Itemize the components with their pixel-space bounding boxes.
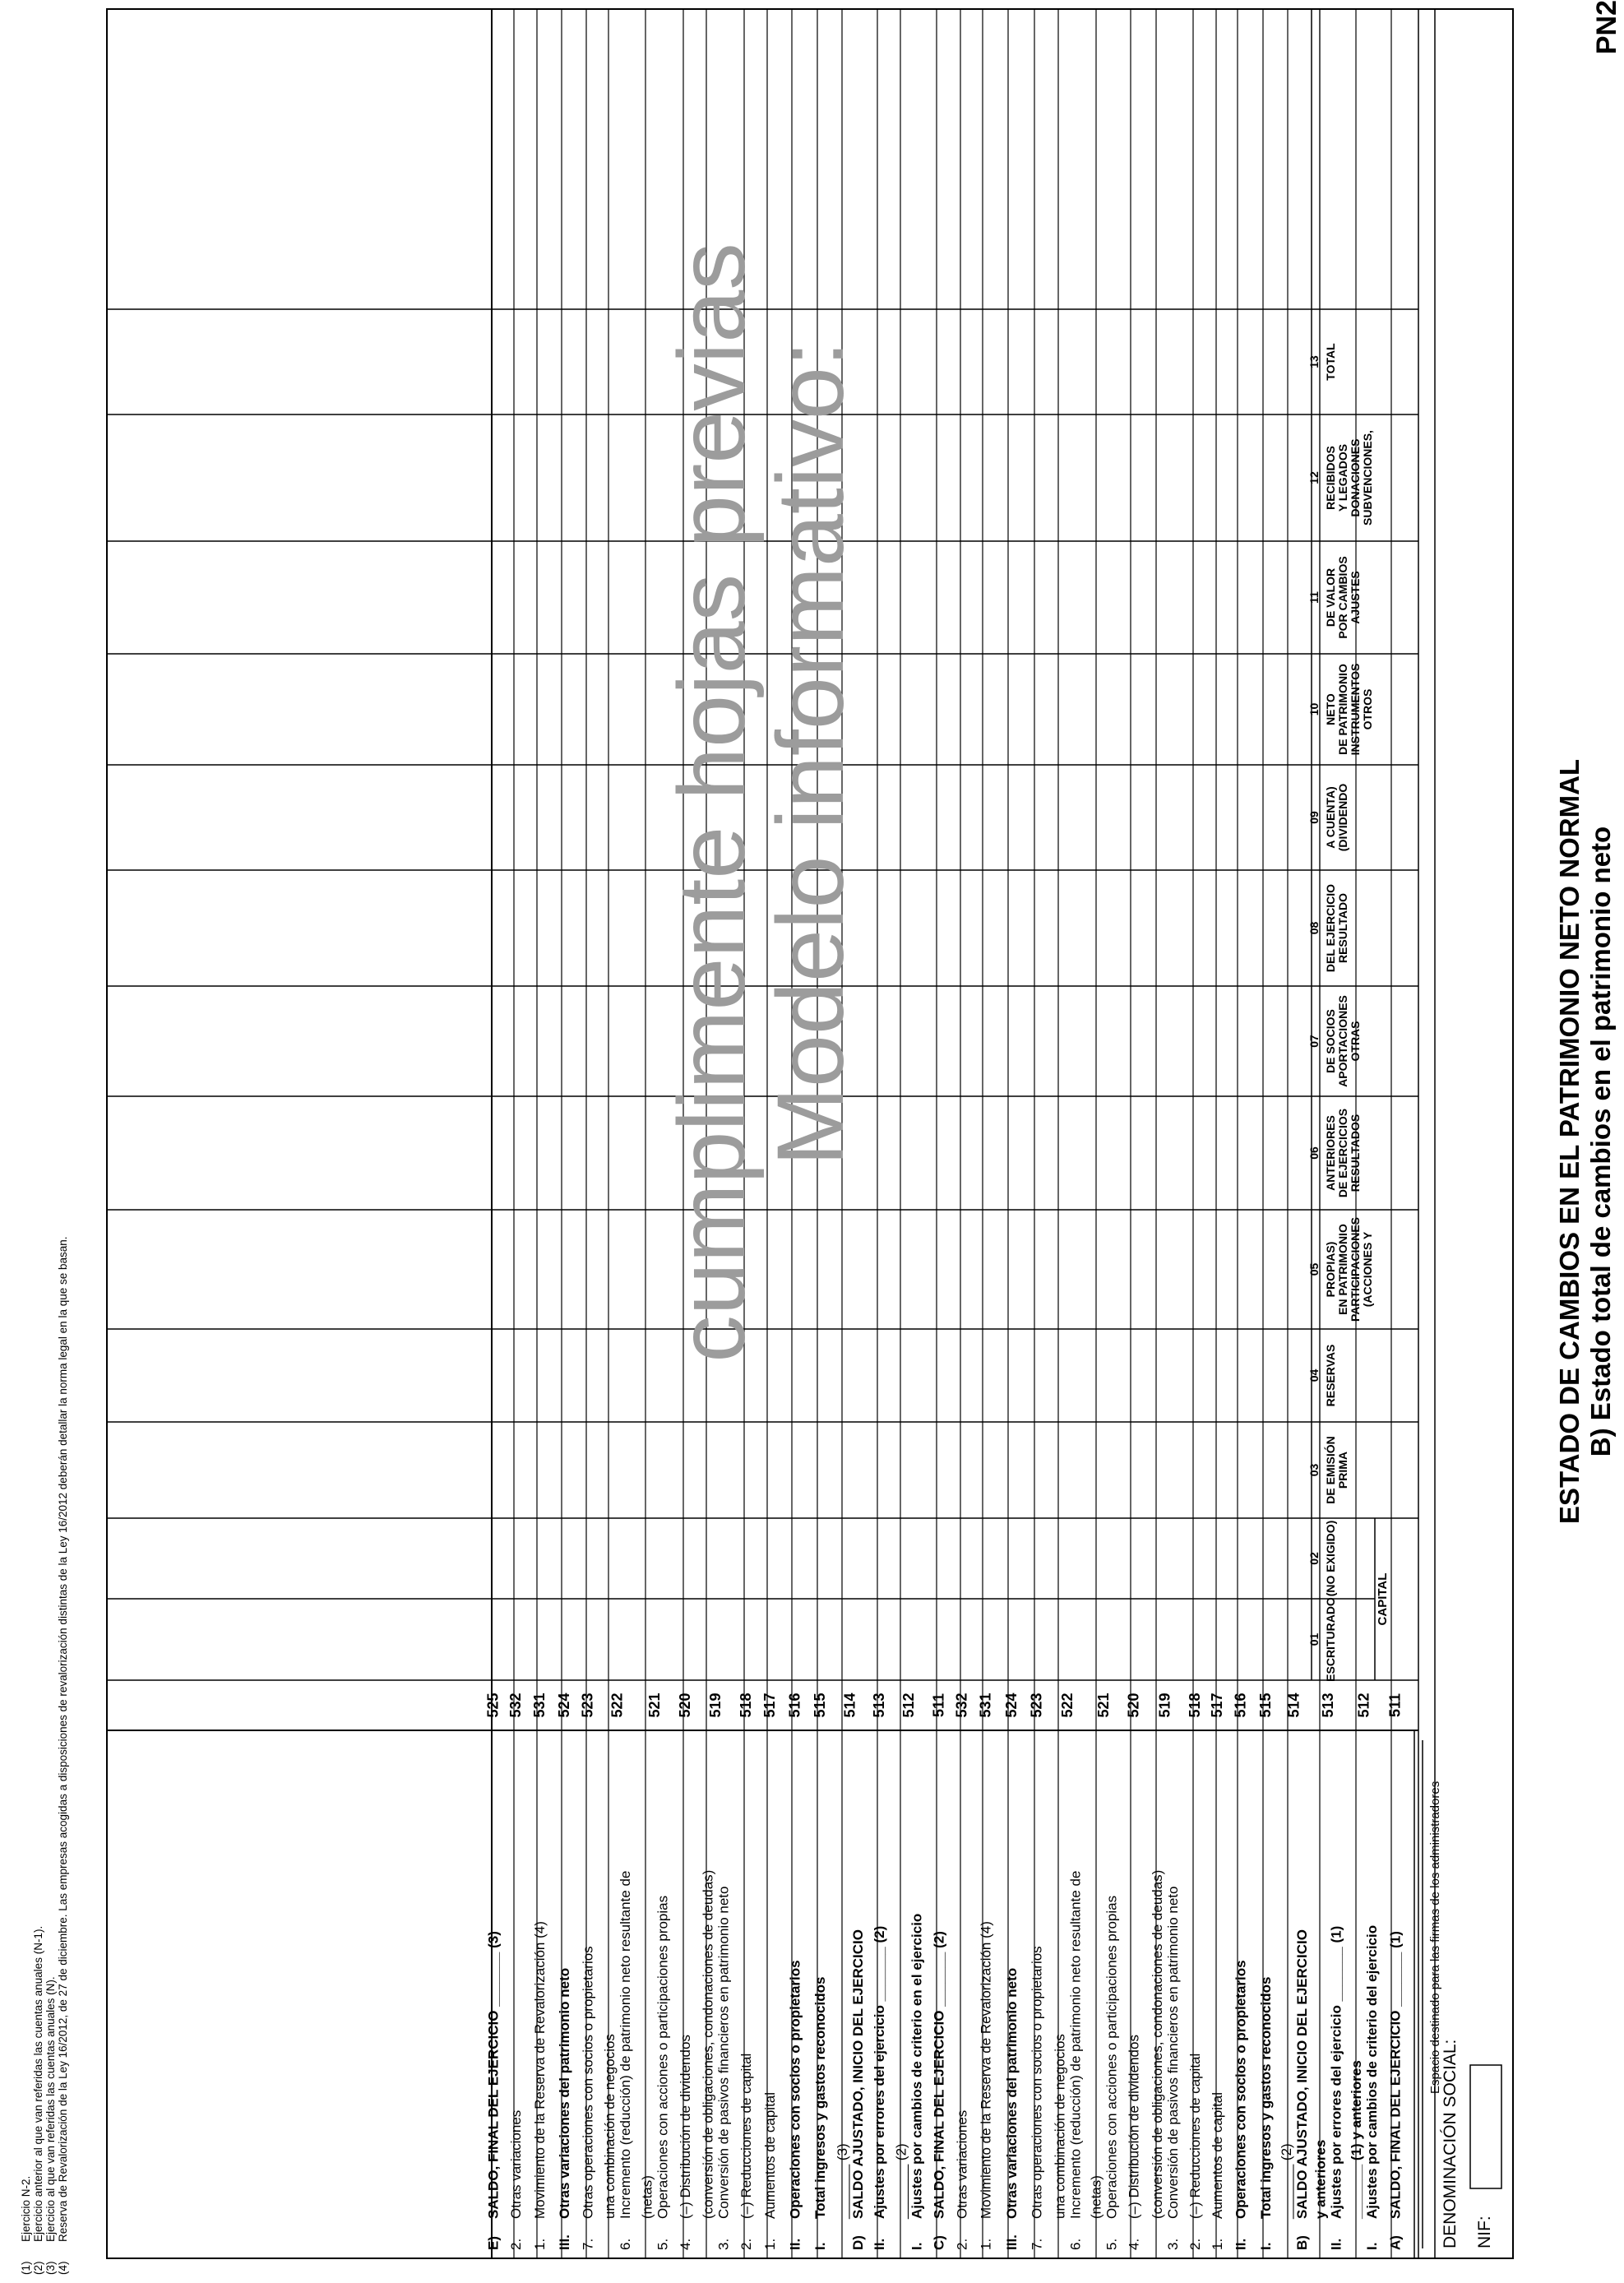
footnote	[57, 54, 69, 2275]
row-prefix: 4.	[1126, 2238, 1142, 2250]
row-label: Operaciones con socios o propietarios	[787, 1960, 803, 2219]
column-number: 07	[1307, 1035, 1321, 1048]
column-number: 04	[1307, 1368, 1321, 1382]
column-header-label: OTROS	[1361, 688, 1374, 730]
row-code: 516	[1232, 1693, 1249, 1718]
column-header-label: RESERVAS	[1324, 1344, 1337, 1407]
column-header-label: DE SOCIOS	[1324, 1009, 1337, 1073]
row-prefix: 3.	[715, 2238, 732, 2250]
footnote-number: (1)	[20, 2261, 32, 2275]
row-prefix: 6.	[1067, 2238, 1084, 2250]
row-label: una combinación de negocios	[602, 2034, 618, 2219]
row-code: 518	[1187, 1693, 1203, 1718]
row-prefix: 4.	[678, 2238, 693, 2250]
row-code: 522	[1059, 1693, 1076, 1718]
row-label: Incremento (reducción) de patrimonio neto resultante de	[1067, 1870, 1084, 2219]
row-label: una combinación de negocios	[1052, 2034, 1068, 2219]
row-label: Conversión de pasivos financieros en patrimonio neto	[1165, 1886, 1181, 2219]
column-header-label: (NO EXIGIDO)	[1324, 1520, 1337, 1597]
row-prefix: 6.	[618, 2238, 633, 2250]
column-header-label: PROPIAS)	[1324, 1241, 1337, 1298]
column-number: 09	[1307, 811, 1321, 824]
row-code: 512	[900, 1693, 917, 1718]
row-prefix: 5.	[655, 2238, 671, 2250]
row-label: Incremento (reducción) de patrimonio neto resultante de	[618, 1870, 633, 2219]
row-label: _______ (2)	[893, 2143, 909, 2219]
row-label: Otras variaciones	[508, 2109, 524, 2219]
row-code: 531	[531, 1693, 548, 1718]
row-prefix: 3.	[1165, 2238, 1181, 2250]
row-prefix: 1.	[1210, 2238, 1225, 2250]
row-prefix: III.	[557, 2234, 572, 2250]
nif-field[interactable]	[1470, 2065, 1501, 2188]
row-code: 525	[484, 1693, 502, 1718]
row-label: (–) Distribución de dividendos	[1126, 2035, 1142, 2219]
row-prefix: A)	[1387, 2235, 1404, 2250]
row-prefix: I.	[909, 2242, 925, 2250]
capital-group-label: CAPITAL	[1376, 1572, 1390, 1626]
column-header-label: DE EJERCICIOS	[1336, 1108, 1349, 1198]
row-label: SALDO AJUSTADO, INICIO DEL EJERCICIO	[850, 1929, 866, 2219]
row-label: (conversión de obligaciones, condonaciones de deudas)	[700, 1869, 716, 2219]
row-label: Otras variaciones del patrimonio neto	[557, 1967, 572, 2219]
row-code: 521	[646, 1693, 663, 1718]
row-code: 514	[841, 1693, 858, 1718]
row-prefix: I.	[812, 2242, 828, 2250]
column-header-label: DE EMISIÓN	[1324, 1436, 1337, 1504]
row-code: 524	[556, 1693, 572, 1718]
row-code: 531	[977, 1693, 994, 1718]
row-label: _______ (3)	[835, 2143, 850, 2219]
row-code: 511	[1386, 1693, 1404, 1718]
row-prefix: 2.	[1187, 2238, 1203, 2250]
row-label: Otras operaciones con socios o propietarios	[1029, 1946, 1045, 2219]
row-prefix: I.	[1258, 2242, 1274, 2250]
row-prefix: 1.	[532, 2238, 548, 2250]
column-header-label: OTRAS	[1349, 1021, 1362, 1062]
column-header-label: RESULTADOS	[1349, 1114, 1362, 1192]
row-code: 515	[1257, 1693, 1274, 1718]
column-header-label: RECIBIDOS	[1324, 446, 1337, 510]
row-label: Operaciones con socios o propietarios	[1233, 1960, 1249, 2219]
column-header-label: ANTERIORES	[1324, 1115, 1337, 1191]
footnote-text: Ejercicio al que van referidas las cuentas anuales (N).	[44, 1976, 57, 2242]
row-label: Otras variaciones del patrimonio neto	[1004, 1967, 1020, 2219]
column-header-label: A CUENTA)	[1324, 786, 1337, 849]
row-label: Conversión de pasivos financieros en patrimonio neto	[715, 1886, 732, 2219]
footnote	[44, 54, 57, 2275]
row-code: 532	[507, 1693, 524, 1718]
column-header-label: PARTICIPACIONES	[1349, 1216, 1362, 1322]
row-label: SALDO AJUSTADO, INICIO DEL EJERCICIO	[1294, 1929, 1310, 2219]
row-code: 522	[608, 1693, 626, 1718]
form-title: ESTADO DE CAMBIOS EN EL PATRIMONIO NETO NORMAL	[1554, 758, 1585, 1525]
row-code: 532	[953, 1693, 970, 1718]
row-label: SALDO, FINAL DEL EJERCICIO _______ (1)	[1387, 1931, 1404, 2219]
row-code: 517	[761, 1693, 778, 1718]
row-label: Ajustes por cambios de criterio en el ejercicio	[909, 1913, 925, 2219]
row-prefix: 5.	[1103, 2238, 1120, 2250]
table-frame	[107, 9, 1513, 2258]
column-number: 01	[1307, 1632, 1321, 1646]
footnote-text: Ejercicio anterior al que van referidas las cuentas anuales (N-1).	[32, 1925, 44, 2242]
row-prefix: I.	[1364, 2242, 1380, 2250]
row-code: 512	[1355, 1693, 1372, 1718]
row-label: Aumentos de capital	[1210, 2091, 1225, 2219]
form-subtitle: B) Estado total de cambios en el patrimonio neto	[1585, 826, 1616, 1457]
footnote-number: (4)	[57, 2261, 69, 2275]
row-label: _______ (1) y anteriores	[1349, 2060, 1364, 2219]
column-header-label: RESULTADO	[1336, 892, 1349, 964]
row-label: Total ingresos y gastos reconocidos	[812, 1976, 828, 2219]
row-code: 513	[1320, 1693, 1336, 1718]
column-header-label: DONACIONES	[1349, 438, 1362, 517]
row-label: Movimiento de la Reserva de Revalorización (4)	[532, 1921, 548, 2219]
footnotes	[20, 54, 69, 2275]
row-prefix: 2.	[738, 2238, 754, 2250]
row-code: 523	[1028, 1693, 1045, 1718]
row-code: 520	[1125, 1693, 1142, 1718]
column-number: 06	[1307, 1146, 1321, 1160]
row-prefix: E)	[485, 2236, 502, 2250]
column-number: 10	[1307, 702, 1321, 716]
column-header-label: PRIMA	[1336, 1451, 1349, 1489]
row-code: 518	[738, 1693, 754, 1718]
column-header-label: ESCRITURADO	[1324, 1597, 1337, 1682]
row-label: SALDO, FINAL DEL EJERCICIO _______ (2)	[931, 1931, 947, 2219]
column-header-label: TOTAL	[1324, 343, 1337, 381]
footnote-number: (2)	[32, 2261, 44, 2275]
row-label: (netas)	[1088, 2175, 1104, 2219]
row-label: Ajustes por errores del ejercicio _______ (1)	[1328, 1925, 1344, 2219]
firmas-label: Espacio destinado para las firmas de los administradores	[1428, 1781, 1442, 2094]
row-code: 524	[1003, 1693, 1020, 1718]
column-header-label: Y LEGADOS	[1336, 443, 1349, 512]
column-header-label: AJUSTES	[1349, 571, 1362, 624]
column-number: 12	[1307, 471, 1321, 484]
row-label: (–) Reducciones de capital	[1187, 2053, 1203, 2219]
row-code: 517	[1209, 1693, 1225, 1718]
footnote-number: (3)	[44, 2261, 57, 2275]
column-number: 08	[1307, 921, 1321, 935]
watermark-line-2: cumplimente hojas previas	[659, 243, 765, 1363]
row-prefix: III.	[1004, 2234, 1020, 2250]
column-header-label: APORTACIONES	[1336, 995, 1349, 1087]
row-label: Ajustes por cambios de criterio del ejercicio	[1364, 1924, 1380, 2219]
row-prefix: 7.	[1029, 2238, 1045, 2250]
row-label: Movimiento de la Reserva de Revalorización (4)	[978, 1921, 994, 2219]
column-number: 02	[1307, 1552, 1321, 1565]
footnote	[32, 54, 44, 2275]
column-header-label: (ACCIONES Y	[1361, 1231, 1374, 1308]
column-number: 03	[1307, 1463, 1321, 1477]
row-prefix: II.	[1328, 2238, 1344, 2250]
footnote-text: Ejercicio N-2.	[20, 2175, 32, 2242]
footnote	[20, 54, 32, 2275]
column-header-label: DE PATRIMONIO	[1336, 664, 1349, 755]
column-number: 13	[1307, 355, 1321, 368]
row-label: Ajustes por errores del ejercicio _______ (2)	[872, 1925, 887, 2219]
column-number: 05	[1307, 1262, 1321, 1276]
column-header-label: POR CAMBIOS	[1336, 556, 1349, 639]
row-label: y anteriores	[1312, 2139, 1329, 2219]
form-code: PN2	[1591, 0, 1622, 55]
row-label: Operaciones con acciones o participaciones propias	[655, 1895, 671, 2219]
row-label: (–) Reducciones de capital	[738, 2053, 754, 2219]
row-prefix: II.	[1233, 2238, 1249, 2250]
row-prefix: II.	[787, 2238, 803, 2250]
row-label: Operaciones con acciones o participaciones propias	[1103, 1895, 1120, 2219]
row-label: (netas)	[639, 2175, 655, 2219]
row-label: _______ (2)	[1279, 2143, 1294, 2219]
row-code: 513	[871, 1693, 887, 1718]
column-header-label: NETO	[1324, 693, 1337, 725]
column-header-label: DE VALOR	[1324, 567, 1337, 627]
row-prefix: C)	[931, 2235, 947, 2250]
row-code: 514	[1285, 1693, 1302, 1718]
column-number: 11	[1307, 591, 1321, 604]
row-code: 520	[677, 1693, 693, 1718]
nif-label: NIF:	[1475, 2216, 1494, 2248]
row-prefix: 7.	[580, 2238, 596, 2250]
row-label: Aumentos de capital	[762, 2091, 778, 2219]
column-header-label: (DIVIDENDO	[1336, 783, 1349, 852]
row-prefix: 2.	[954, 2238, 970, 2250]
column-header-label: INSTRUMENTOS	[1349, 663, 1362, 756]
row-prefix: 1.	[762, 2238, 778, 2250]
row-code: 515	[812, 1693, 828, 1718]
footnote-text: Reserva de Revalorización de la Ley 16/2012, de 27 de diciembre. Las empresas acogidas a disposiciones de revalorización distintas de la Ley 16/2012 deberán detallar la norma legal en la que se basan.	[57, 1236, 69, 2242]
row-prefix: 2.	[508, 2238, 524, 2250]
row-label: Otras variaciones	[954, 2109, 970, 2219]
row-code: 511	[930, 1693, 947, 1718]
row-label: (–) Distribución de dividendos	[678, 2035, 693, 2219]
row-label: SALDO, FINAL DEL EJERCICIO _______ (3)	[485, 1931, 502, 2219]
column-header-label: SUBVENCIONES,	[1361, 430, 1374, 526]
row-prefix: II.	[872, 2238, 887, 2250]
row-code: 519	[1156, 1693, 1173, 1718]
row-prefix: 1.	[978, 2238, 994, 2250]
row-prefix: B)	[1294, 2235, 1310, 2250]
row-code: 521	[1095, 1693, 1112, 1718]
column-header-label: DEL EJERCICIO	[1324, 883, 1337, 973]
row-code: 516	[786, 1693, 803, 1718]
denominacion-label: DENOMINACIÓN SOCIAL:	[1441, 2039, 1460, 2248]
watermark-line-1: Modelo informativo:	[758, 340, 863, 1166]
row-code: 523	[579, 1693, 596, 1718]
column-header-label: EN PATRIMONIO	[1336, 1224, 1349, 1315]
row-code: 519	[707, 1693, 724, 1718]
row-prefix: D)	[850, 2235, 866, 2250]
row-label: Otras operaciones con socios o propietarios	[580, 1946, 596, 2219]
row-label: Total ingresos y gastos reconocidos	[1258, 1976, 1274, 2219]
row-label: (conversión de obligaciones, condonaciones de deudas)	[1150, 1869, 1165, 2219]
